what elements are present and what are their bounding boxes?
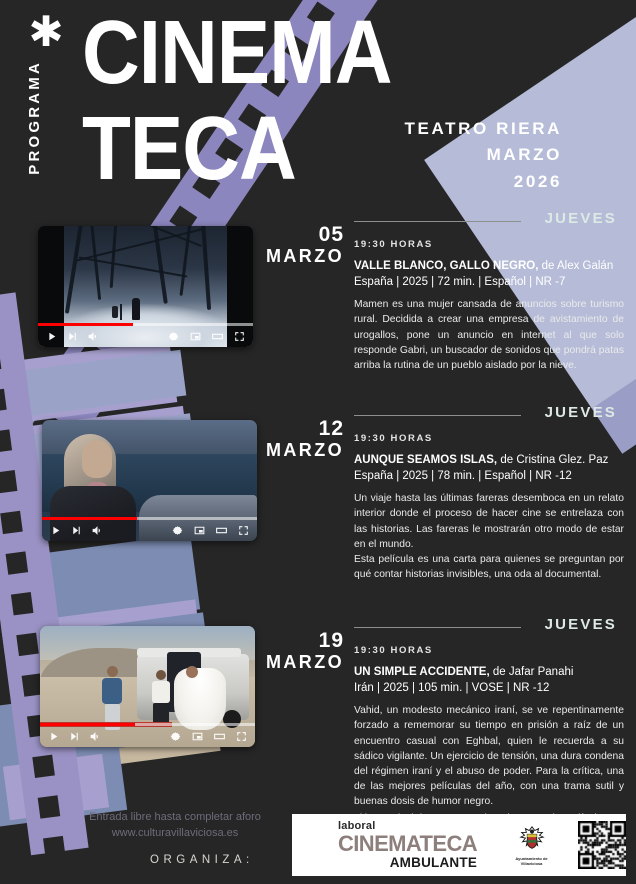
session-day: 05 xyxy=(318,223,344,246)
film-director: de Cristina Glez. Paz xyxy=(497,454,609,466)
film-synopsis: Un viaje hasta las últimas fareras desemboca en un relato interior donde el proceso de hacer cine se entrelaza con las historias. Las fareras le mostrarán otro modo de estar en el mundo. xyxy=(354,493,624,550)
asterisk-icon: ✱ xyxy=(28,7,64,56)
cinemateca-logo xyxy=(338,821,477,870)
venue-name: TEATRO RIERA xyxy=(404,119,562,138)
volume-icon[interactable] xyxy=(89,730,102,743)
sprocket-hole xyxy=(11,592,34,615)
programa-vertical-label xyxy=(26,7,66,175)
film-director: de Alex Galán xyxy=(538,260,614,272)
venue-block xyxy=(405,116,562,195)
person-figure xyxy=(132,298,140,320)
gear-icon[interactable] xyxy=(171,524,184,537)
sprocket-hole xyxy=(0,389,7,412)
divider xyxy=(354,627,521,628)
venue-year: 2026 xyxy=(513,171,562,191)
session-date xyxy=(258,418,344,462)
sponsor-logo-bar xyxy=(292,814,626,876)
tripod-shape xyxy=(120,304,122,320)
film-director: de Jafar Panahi xyxy=(489,666,574,678)
session-weekday: JUEVES xyxy=(544,616,617,633)
volume-icon[interactable] xyxy=(87,330,100,343)
session-weekday: JUEVES xyxy=(544,210,617,227)
film-meta: España | 2025 | 72 min. | Español | NR -7 xyxy=(354,275,566,288)
session-month: MARZO xyxy=(266,652,344,672)
programa-label-text: PROGRAMA xyxy=(26,60,43,175)
face-shape xyxy=(82,440,112,478)
footer-note-line1: Entrada libre hasta completar aforo xyxy=(89,811,261,823)
qr-code-icon[interactable] xyxy=(578,821,626,869)
shield-caption: Ayuntamiento de Villaviciosa xyxy=(515,856,548,866)
video-player[interactable] xyxy=(40,626,255,747)
session-weekday: JUEVES xyxy=(544,404,617,421)
film-title: UN SIMPLE ACCIDENTE, xyxy=(354,666,490,678)
film-synopsis: Vahid, un modesto mecánico iraní, se ve repentinamente forzado a rememorar su tiempo en prisión a raíz de un encuentro casual con Eghbal, quien le recuerda a su sádico vigilante. Un ejercicio de tensión, una dura condena del régimen iraní y el abuso de poder. Para la crítica, una de las mejores películas del año, con una trama sutil y buenas dosis de humor negro. xyxy=(354,705,624,808)
person-figure-small xyxy=(112,306,118,318)
sprocket-hole xyxy=(38,795,61,818)
session-day: 19 xyxy=(318,629,344,652)
session-hour: 19:30 HORAS xyxy=(354,645,433,656)
film-title: VALLE BLANCO, GALLO NEGRO, xyxy=(354,260,539,272)
video-player[interactable] xyxy=(38,226,253,347)
footer-note xyxy=(60,810,290,842)
miniplayer-icon[interactable] xyxy=(193,524,206,537)
fullscreen-icon[interactable] xyxy=(235,730,248,743)
player-controls xyxy=(42,520,257,541)
bride-head-shape xyxy=(186,666,198,678)
volume-icon[interactable] xyxy=(91,524,104,537)
theater-mode-icon[interactable] xyxy=(213,730,226,743)
sprocket-hole xyxy=(6,551,29,574)
video-player[interactable] xyxy=(42,420,257,541)
next-track-icon[interactable] xyxy=(70,524,83,537)
ayuntamiento-logo xyxy=(515,824,548,866)
film-title: AUNQUE SEAMOS ISLAS, xyxy=(354,454,498,466)
poster-header xyxy=(0,0,636,212)
film-title-line xyxy=(354,453,624,469)
session-day: 12 xyxy=(318,417,344,440)
session-date xyxy=(258,224,344,268)
session-hour: 19:30 HORAS xyxy=(354,239,433,250)
sprocket-hole xyxy=(16,633,39,656)
title-line-teca: TECA xyxy=(82,98,296,198)
groom-shape xyxy=(152,670,170,724)
footer-note-line2[interactable]: www.culturavillaviciosa.es xyxy=(111,826,239,839)
fullscreen-icon[interactable] xyxy=(237,524,250,537)
logo-ambulante-text: AMBULANTE xyxy=(389,854,478,870)
play-icon[interactable] xyxy=(49,524,62,537)
player-controls xyxy=(38,326,253,347)
next-track-icon[interactable] xyxy=(66,330,79,343)
theater-mode-icon[interactable] xyxy=(211,330,224,343)
logo-laboral-text: laboral xyxy=(338,819,376,832)
film-title-line xyxy=(354,259,624,275)
play-icon[interactable] xyxy=(47,730,60,743)
miniplayer-icon[interactable] xyxy=(191,730,204,743)
sprocket-hole xyxy=(0,348,1,371)
venue-month: MARZO xyxy=(486,145,562,165)
gear-icon[interactable] xyxy=(169,730,182,743)
session-info xyxy=(354,210,624,373)
sprocket-hole xyxy=(0,511,23,534)
film-synopsis-2: Esta película es una carta para quienes se preguntan por qué contar historias invisibles, una oda al documental. xyxy=(354,553,624,581)
sprocket-hole xyxy=(0,470,17,493)
session-info xyxy=(354,616,624,826)
divider xyxy=(354,415,521,416)
page-title xyxy=(82,2,392,198)
organiza-label: ORGANIZA: xyxy=(150,854,254,866)
theater-mode-icon[interactable] xyxy=(215,524,228,537)
film-synopsis: Mamen es una mujer cansada de anuncios sobre turismo rural. Decidida a crear una empresa de avistamiento de urogallos, pone un anuncio en internet al que solo responde Gabri, un buscador de sonidos que pondrá patas arriba la rutina de un pueblo aislado por la nieve. xyxy=(354,299,624,371)
logo-cinemateca-text: CINEMATECA xyxy=(338,830,478,856)
film-meta: España | 2025 | 78 min. | Español | NR -12 xyxy=(354,469,572,482)
session-hour: 19:30 HORAS xyxy=(354,433,433,444)
miniplayer-icon[interactable] xyxy=(189,330,202,343)
next-track-icon[interactable] xyxy=(68,730,81,743)
gear-icon[interactable] xyxy=(167,330,180,343)
film-title-line xyxy=(354,665,624,681)
man-shape xyxy=(102,666,122,728)
bride-shape xyxy=(174,668,226,730)
player-controls xyxy=(40,726,255,747)
fullscreen-icon[interactable] xyxy=(233,330,246,343)
title-line-cinema: CINEMA xyxy=(82,2,392,103)
sprocket-hole xyxy=(0,429,12,452)
session-date xyxy=(258,630,344,674)
session-info xyxy=(354,404,624,582)
session-month: MARZO xyxy=(266,246,344,266)
sprocket-hole xyxy=(32,755,55,778)
divider xyxy=(354,221,521,222)
session-month: MARZO xyxy=(266,440,344,460)
play-icon[interactable] xyxy=(45,330,58,343)
coat-of-arms-icon xyxy=(515,824,548,854)
film-meta: Irán | 2025 | 105 min. | VOSE | NR -12 xyxy=(354,681,550,694)
